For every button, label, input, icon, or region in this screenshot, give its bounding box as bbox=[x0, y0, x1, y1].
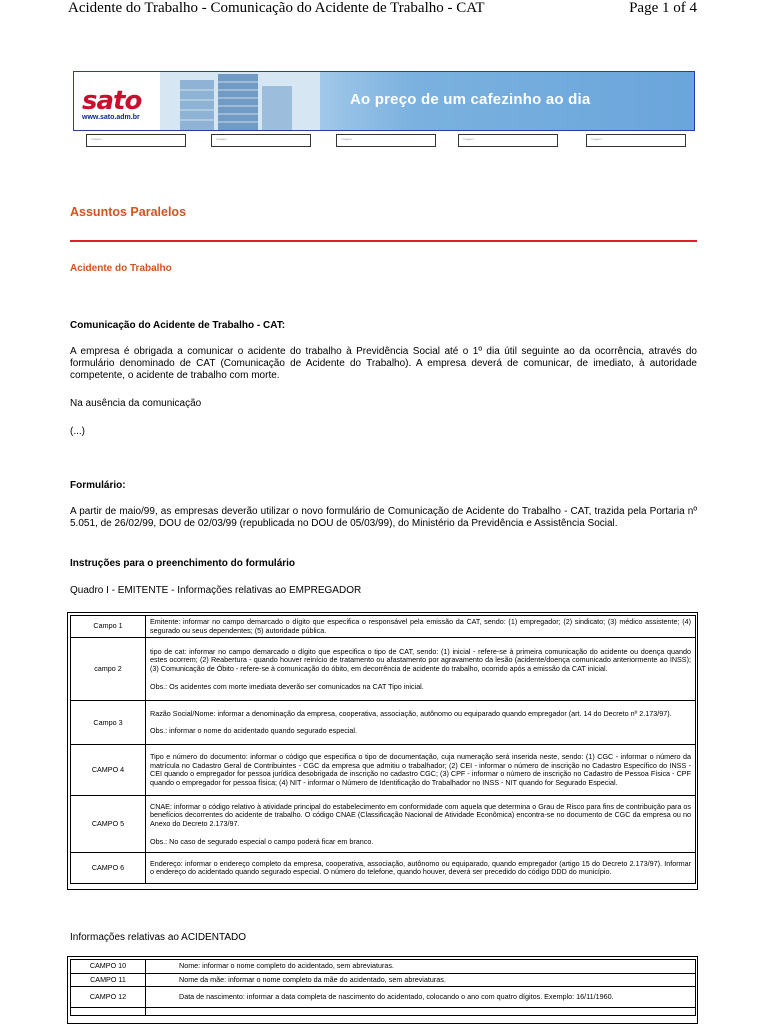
quadro1-title: Quadro I - EMITENTE - Informações relativas ao EMPREGADOR bbox=[70, 585, 362, 596]
field-label: CAMPO 12 bbox=[71, 987, 146, 1008]
table-row bbox=[71, 796, 696, 853]
page-number: Page 1 of 4 bbox=[629, 0, 697, 16]
table-row bbox=[71, 973, 696, 987]
field-label: CAMPO 11 bbox=[71, 973, 146, 987]
paragraph-absence: Na ausência da comunicação bbox=[70, 398, 202, 409]
paragraph-obligation: A empresa é obrigada a comunicar o acidente do trabalho à Previdência Social até o 1º dia útil seguinte ao da ocorrência, através do formulário denominado de CAT (Comunicação de Acidente do Trabalho). A empresa deverá de comunicar, de imediato, à autoridade competente, o acidente de trabalho com morte. bbox=[70, 346, 697, 381]
link-boxes bbox=[86, 134, 696, 150]
divider bbox=[70, 240, 697, 242]
field-label: CAMPO 4 bbox=[71, 745, 146, 796]
field-label: Campo 3 bbox=[71, 701, 146, 745]
field-description: Data de nascimento: informar a data completa de nascimento do acidentado, colocando o ano com quatro dígitos. Exemplo: 16/11/1960. bbox=[146, 987, 696, 1008]
field-description: CNAE: informar o código relativo à atividade principal do estabelecimento em conformidade com aquela que determina o Grau de Risco para fins de contribuição para os benefícios decorrentes do acidente de trabalho. O código CNAE (Classificação Nacional de Atividade Econômica) encontra-se no documento de CGC da empresa ou no Anexo do Decreto 2.173/97. Obs.: No caso de segurado especial o campo poderá ficar em branco. bbox=[146, 796, 696, 853]
logo-url: www.sato.adm.br bbox=[82, 114, 140, 121]
sato-logo: sato bbox=[82, 86, 142, 116]
field-label bbox=[71, 1008, 146, 1016]
link-box-4[interactable]: Imagem bbox=[458, 134, 558, 147]
document-title: Acidente do Trabalho - Comunicação do Acidente de Trabalho - CAT bbox=[68, 0, 485, 16]
section-title: Assuntos Paralelos bbox=[70, 205, 187, 219]
field-description: Endereço: informar o endereço completo da empresa, cooperativa, associação, autônomo ou equiparado, quando empregador (artigo 15 do Decreto 2.173/97). Informar o endereço do acidentado quando segurado especial. O número do telefone, quando houver, deverá ser precedido do código DDD do município. bbox=[146, 853, 696, 884]
buildings-icon bbox=[160, 72, 320, 130]
heading-formulario: Formulário: bbox=[70, 480, 126, 491]
pdf-header bbox=[0, 0, 768, 22]
subsection-title: Acidente do Trabalho bbox=[70, 263, 172, 274]
field-description: Emitente: informar no campo demarcado o dígito que especifica o responsável pela emissão da CAT, sendo: (1) empregador; (2) sindicato; (3) médico assistente; (4) segurado ou seus dependentes; (5) autoridade pública. bbox=[146, 616, 696, 638]
table-row bbox=[71, 638, 696, 701]
table-row bbox=[71, 1008, 696, 1016]
heading-cat: Comunicação do Acidente de Trabalho - CAT: bbox=[70, 320, 286, 331]
logo-area bbox=[74, 72, 160, 130]
field-description: Tipo e número do documento: informar o código que especifica o tipo de documentação, cuja numeração será inserida neste, sendo: (1) CGC - informar o número da matrícula no Cadastro Geral de Contribuintes - CGC da empresa que admitiu o trabalhador; (2) CEI - informar o número de inscrição no Cadastro Específico do INSS - CEI quando o empregador for pessoa jurídica desobrigada de inscrição no cadastro CGC; (3) CPF - informar o número de inscrição no Cadastro de Pessoa Física - CPF quando o empregador for pessoa física; (4) NIT - informar o Número de Identificação do Trabalhador no INSS - NIT quando for Segurado Especial. bbox=[146, 745, 696, 796]
field-description: Razão Social/Nome: informar a denominação da empresa, cooperativa, associação, autônomo ou equiparado quando empregador (art. 14 do Decreto nº 2.173/97). Obs.: informar o nome do acidentado quando segurado especial. bbox=[146, 701, 696, 745]
acidentado-table bbox=[70, 959, 696, 1016]
banner-slogan: Ao preço de um cafezinho ao dia bbox=[350, 91, 591, 108]
link-box-1[interactable]: Imagem bbox=[86, 134, 186, 147]
field-description: tipo de cat: informar no campo demarcado o dígito que especifica o tipo de CAT, sendo: (1) inicial - refere-se à primeira comunicação do acidente ou doença quando estes ocorrem; (2) Reabertura - quando houver reinício de tratamento ou afastamento por agravamento da lesão (acidente/doença comunicado anteriormente ao INSS); (3) Comunicação de Óbito - refere-se à comunicação do óbito, em decorrência de acidente do trabalho, ocorrido após a emissão da CAT inicial. Obs.: Os acidentes com morte imediata deverão ser comunicados na CAT Tipo inicial. bbox=[146, 638, 696, 701]
link-box-5[interactable]: Imagem bbox=[586, 134, 686, 147]
field-label: CAMPO 6 bbox=[71, 853, 146, 884]
advertisement-banner[interactable] bbox=[73, 71, 695, 131]
field-description: Nome da mãe: informar o nome completo da mãe do acidentado, sem abreviaturas. bbox=[146, 973, 696, 987]
field-label: Campo 1 bbox=[71, 616, 146, 638]
table-row bbox=[71, 701, 696, 745]
table-row bbox=[71, 987, 696, 1008]
field-description bbox=[146, 1008, 696, 1016]
heading-instructions: Instruções para o preenchimento do formulário bbox=[70, 558, 296, 569]
field-label: CAMPO 5 bbox=[71, 796, 146, 853]
table-row bbox=[71, 960, 696, 974]
field-description: Nome: informar o nome completo do acidentado, sem abreviaturas. bbox=[146, 960, 696, 974]
emitente-table bbox=[70, 615, 696, 884]
field-label: campo 2 bbox=[71, 638, 146, 701]
table-row bbox=[71, 853, 696, 884]
paragraph-ellipsis: (...) bbox=[70, 426, 85, 437]
quadro2-title: Informações relativas ao ACIDENTADO bbox=[70, 932, 246, 943]
table-row bbox=[71, 745, 696, 796]
field-label: CAMPO 10 bbox=[71, 960, 146, 974]
link-box-3[interactable]: Imagem bbox=[336, 134, 436, 147]
link-box-2[interactable]: Imagem bbox=[211, 134, 311, 147]
paragraph-formulario: A partir de maio/99, as empresas deverão utilizar o novo formulário de Comunicação de Acidente do Trabalho - CAT, trazida pela Portaria nº 5.051, de 26/02/99, DOU de 02/03/99 (republicada no DOU de 05/03/99), do Ministério da Previdência e Assistência Social. bbox=[70, 506, 697, 529]
table-row bbox=[71, 616, 696, 638]
